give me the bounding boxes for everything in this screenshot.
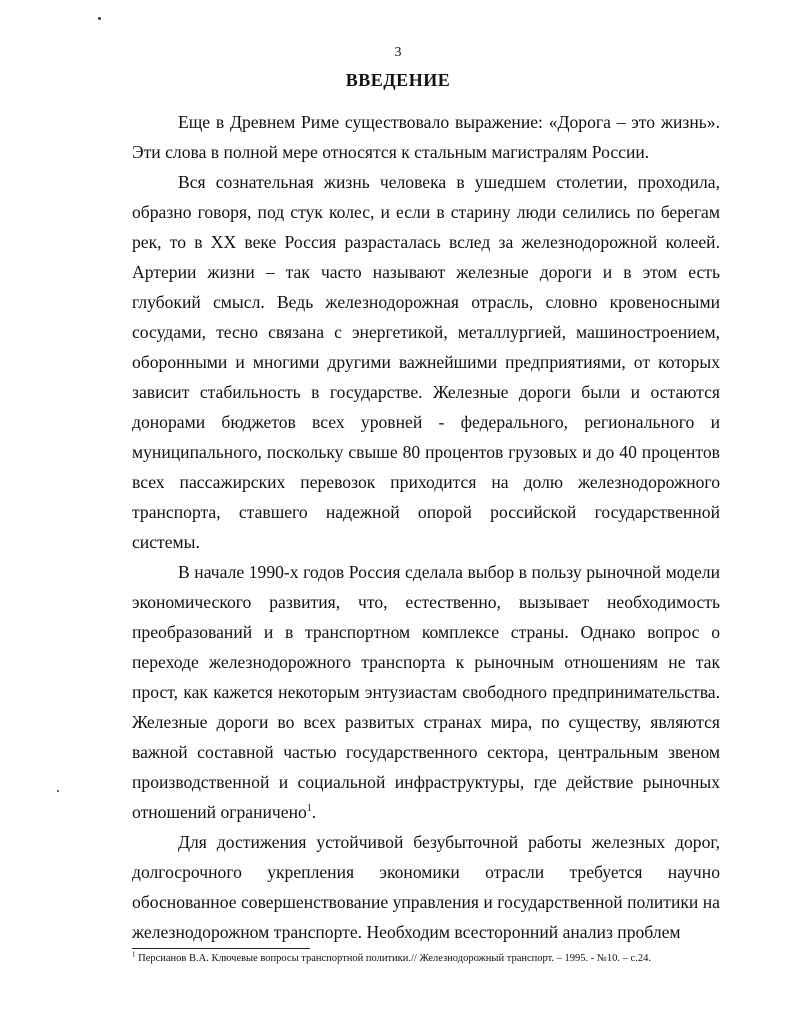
paragraph-1: Еще в Древнем Риме существовало выражение: «Дорога – это жизнь». Эти слова в полной мере относятся к стальным магистралям России. xyxy=(132,112,720,162)
paragraph-3-end: . xyxy=(311,802,317,822)
scan-artifact xyxy=(57,790,59,792)
paragraph-2: Вся сознательная жизнь человека в ушедшем столетии, проходила, образно говоря, под стук колес, и если в старину люди селились по берегам рек, то в XX веке Россия разрасталась вслед за железнодорожной колеей. Артерии жизни – так часто называют железные дороги и в этом есть глубокий смысл. Ведь железнодорожная отрасль, словно кровеносными сосудами, тесно связана с энергетикой, металлургией, машиностроением, оборонными и многими другими важнейшими предприятиями, от которых зависит стабильность в государстве. Железные дороги были и остаются донорами бюджетов всех уровней - федерального, регионального и муниципального, поскольку свыше 80 процентов грузовых и до 40 процентов всех пассажирских перевозок приходится на долю железнодорожного транспорта, ставшего надежной опорой российской государственной системы. xyxy=(132,172,720,552)
paragraph-4: Для достижения устойчивой безубыточной работы железных дорог, долгосрочного укрепления экономики отрасли требуется научно обоснованное совершенствование управления и государственной политики на железнодорожном транспорте. Необходим всесторонний анализ проблем xyxy=(132,832,720,942)
body-text xyxy=(132,107,720,947)
footnote-divider xyxy=(132,948,310,949)
page-number: 3 xyxy=(394,45,402,60)
footnote xyxy=(132,952,732,965)
scan-artifact xyxy=(98,17,101,20)
paragraph-3-text: В начале 1990-х годов Россия сделала выбор в пользу рыночной модели экономического развития, что, естественно, вызывает необходимость преобразований и в транспортном комплексе страны. Однако вопрос о переходе железнодорожного транспорта к рыночным отношениям не так прост, как кажется некоторым энтузиастам свободного предпринимательства. Железные дороги во всех развитых странах мира, по существу, являются важной составной частью государственного сектора, центральным звеном производственной и социальной инфраструктуры, где действие рыночных отношений ограничено xyxy=(132,562,720,822)
paragraph-3 xyxy=(132,557,720,827)
footnote-text: Персианов В.А. Ключевые вопросы транспортной политики.// Железнодорожный транспорт. – 1995. - №10. – с.24. xyxy=(138,953,651,964)
footnote-reference[interactable]: 1 xyxy=(306,803,312,815)
page-title: ВВЕДЕНИЕ xyxy=(345,70,451,90)
footnote-marker: 1 xyxy=(132,950,136,959)
